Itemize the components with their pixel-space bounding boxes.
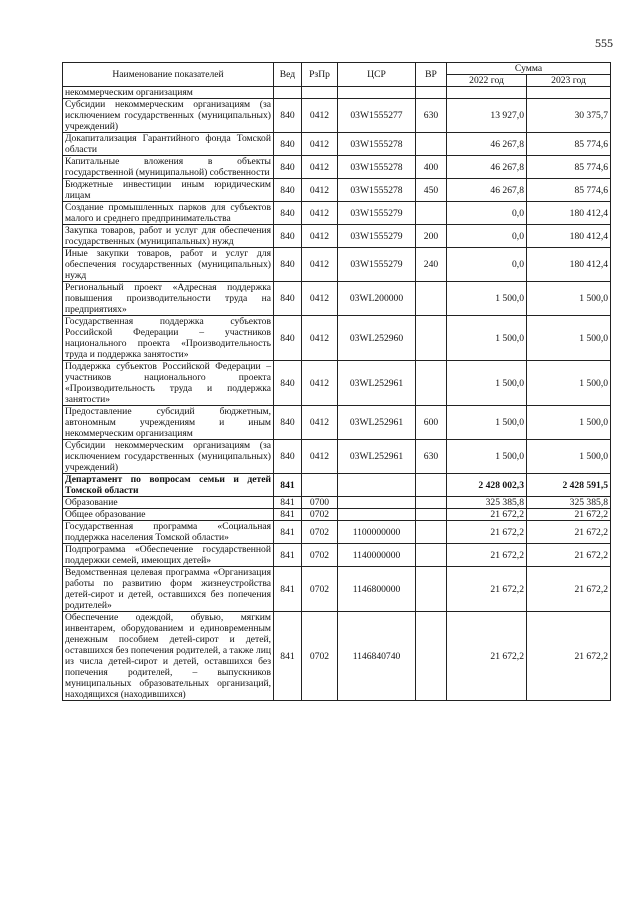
cell-y2023: 1 500,0 — [527, 316, 611, 361]
cell-y2022: 1 500,0 — [447, 361, 527, 406]
cell-y2023: 1 500,0 — [527, 440, 611, 474]
cell-csr — [338, 87, 416, 99]
cell-y2023: 85 774,6 — [527, 179, 611, 202]
col-2022-header: 2022 год — [447, 75, 527, 87]
cell-vr — [416, 521, 447, 544]
table-row — [63, 406, 611, 440]
cell-rzpr: 0412 — [302, 133, 338, 156]
cell-rzpr: 0702 — [302, 612, 338, 701]
cell-y2022: 1 500,0 — [447, 282, 527, 316]
cell-y2023: 85 774,6 — [527, 156, 611, 179]
cell-csr: 03WL252960 — [338, 316, 416, 361]
table-row — [63, 544, 611, 567]
cell-vr: 400 — [416, 156, 447, 179]
cell-vr — [416, 474, 447, 497]
cell-vr — [416, 612, 447, 701]
cell-vr — [416, 497, 447, 509]
table-row — [63, 440, 611, 474]
cell-ved: 840 — [274, 99, 302, 133]
cell-y2023: 180 412,4 — [527, 248, 611, 282]
table-row — [63, 361, 611, 406]
table-row — [63, 225, 611, 248]
cell-name: Докапитализация Гарантийного фонда Томской области — [63, 133, 274, 156]
cell-rzpr: 0412 — [302, 99, 338, 133]
cell-name: Государственная программа «Социальная поддержка населения Томской области» — [63, 521, 274, 544]
cell-y2022: 0,0 — [447, 202, 527, 225]
cell-name: Создание промышленных парков для субъектов малого и среднего предпринимательства — [63, 202, 274, 225]
cell-ved: 840 — [274, 156, 302, 179]
cell-y2023: 325 385,8 — [527, 497, 611, 509]
cell-name: Общее образование — [63, 509, 274, 521]
cell-y2023: 2 428 591,5 — [527, 474, 611, 497]
cell-name: Ведомственная целевая программа «Организация работы по развитию форм жизнеустройства детей-сирот и детей, оставшихся без попечения родителей» — [63, 567, 274, 612]
cell-y2023: 21 672,2 — [527, 521, 611, 544]
table-row — [63, 248, 611, 282]
cell-ved: 840 — [274, 225, 302, 248]
cell-vr — [416, 567, 447, 612]
cell-rzpr: 0412 — [302, 440, 338, 474]
cell-csr: 03W1555278 — [338, 156, 416, 179]
table-row — [63, 282, 611, 316]
table-row — [63, 612, 611, 701]
cell-ved: 840 — [274, 316, 302, 361]
cell-csr: 03WL252961 — [338, 440, 416, 474]
cell-y2023: 21 672,2 — [527, 612, 611, 701]
cell-y2022: 325 385,8 — [447, 497, 527, 509]
cell-ved — [274, 87, 302, 99]
cell-csr: 03W1555279 — [338, 202, 416, 225]
cell-y2023: 180 412,4 — [527, 202, 611, 225]
cell-csr — [338, 474, 416, 497]
cell-ved: 841 — [274, 474, 302, 497]
cell-name: Субсидии некоммерческим организациям (за исключением государственных (муниципальных) учреждений) — [63, 440, 274, 474]
table-row — [63, 202, 611, 225]
cell-name: Бюджетные инвестиции иным юридическим лицам — [63, 179, 274, 202]
cell-name: Государственная поддержка субъектов Российской Федерации – участников национального проекта «Производительность труда и поддержка занятости» — [63, 316, 274, 361]
cell-ved: 840 — [274, 282, 302, 316]
cell-name: Подпрограмма «Обеспечение государственной поддержки семей, имеющих детей» — [63, 544, 274, 567]
cell-vr — [416, 202, 447, 225]
cell-vr — [416, 361, 447, 406]
cell-csr: 1140000000 — [338, 544, 416, 567]
cell-ved: 840 — [274, 202, 302, 225]
cell-rzpr: 0412 — [302, 156, 338, 179]
cell-rzpr: 0702 — [302, 521, 338, 544]
cell-y2023: 1 500,0 — [527, 361, 611, 406]
cell-ved: 841 — [274, 497, 302, 509]
cell-name: Субсидии некоммерческим организациям (за исключением государственных (муниципальных) учреждений) — [63, 99, 274, 133]
cell-y2023: 21 672,2 — [527, 567, 611, 612]
cell-rzpr: 0412 — [302, 179, 338, 202]
cell-y2023: 30 375,7 — [527, 99, 611, 133]
table-row — [63, 474, 611, 497]
cell-y2022: 0,0 — [447, 248, 527, 282]
cell-name: Обеспечение одеждой, обувью, мягким инвентарем, оборудованием и единовременным денежным пособием детей-сирот и детей, оставшихся без попечения родителей, а также лиц из числа детей-сирот и детей, оставшихся без попечения родителей, – выпускников муниципальных образовательных организаций, находящихся (находившихся) — [63, 612, 274, 701]
cell-name: Поддержка субъектов Российской Федерации – участников национального проекта «Производительность труда и поддержка занятости» — [63, 361, 274, 406]
table-row — [63, 179, 611, 202]
cell-vr — [416, 133, 447, 156]
cell-y2023: 85 774,6 — [527, 133, 611, 156]
cell-y2023: 180 412,4 — [527, 225, 611, 248]
cell-csr: 03W1555279 — [338, 248, 416, 282]
cell-name: Департамент по вопросам семьи и детей Томской области — [63, 474, 274, 497]
cell-csr: 03W1555278 — [338, 179, 416, 202]
cell-rzpr — [302, 87, 338, 99]
cell-vr: 200 — [416, 225, 447, 248]
cell-vr — [416, 544, 447, 567]
cell-name: Иные закупки товаров, работ и услуг для обеспечения государственных (муниципальных) нужд — [63, 248, 274, 282]
cell-y2022: 1 500,0 — [447, 316, 527, 361]
cell-vr — [416, 87, 447, 99]
cell-vr — [416, 316, 447, 361]
cell-y2022: 0,0 — [447, 225, 527, 248]
cell-name: Предоставление субсидий бюджетным, автономным учреждениям и иным некоммерческим организациям — [63, 406, 274, 440]
page-number: 555 — [595, 36, 613, 50]
cell-y2022: 1 500,0 — [447, 406, 527, 440]
cell-rzpr: 0702 — [302, 509, 338, 521]
cell-ved: 840 — [274, 133, 302, 156]
cell-rzpr: 0412 — [302, 248, 338, 282]
cell-csr: 03W1555279 — [338, 225, 416, 248]
col-rzpr-header: РзПр — [302, 63, 338, 87]
cell-rzpr: 0412 — [302, 406, 338, 440]
cell-vr: 240 — [416, 248, 447, 282]
table-row — [63, 133, 611, 156]
cell-vr: 630 — [416, 440, 447, 474]
cell-rzpr: 0702 — [302, 567, 338, 612]
cell-vr — [416, 282, 447, 316]
cell-vr: 630 — [416, 99, 447, 133]
cell-name: Региональный проект «Адресная поддержка повышения производительности труда на предприятиях» — [63, 282, 274, 316]
cell-csr: 03WL252961 — [338, 361, 416, 406]
cell-name: некоммерческим организациям — [63, 87, 274, 99]
cell-csr: 03WL200000 — [338, 282, 416, 316]
cell-y2022: 21 672,2 — [447, 567, 527, 612]
cell-ved: 841 — [274, 509, 302, 521]
col-sum-header: Сумма — [447, 63, 611, 75]
cell-name: Капитальные вложения в объекты государственной (муниципальной) собственности — [63, 156, 274, 179]
table-body — [63, 87, 611, 701]
cell-name: Образование — [63, 497, 274, 509]
cell-ved: 840 — [274, 248, 302, 282]
cell-csr: 1100000000 — [338, 521, 416, 544]
cell-y2023: 1 500,0 — [527, 282, 611, 316]
cell-csr — [338, 509, 416, 521]
cell-ved: 840 — [274, 179, 302, 202]
cell-rzpr: 0412 — [302, 316, 338, 361]
cell-rzpr — [302, 474, 338, 497]
cell-vr: 450 — [416, 179, 447, 202]
cell-ved: 840 — [274, 361, 302, 406]
cell-y2022: 1 500,0 — [447, 440, 527, 474]
cell-y2023: 21 672,2 — [527, 544, 611, 567]
cell-csr — [338, 497, 416, 509]
cell-y2022: 21 672,2 — [447, 612, 527, 701]
cell-y2022: 21 672,2 — [447, 509, 527, 521]
cell-vr: 600 — [416, 406, 447, 440]
cell-rzpr: 0412 — [302, 202, 338, 225]
cell-ved: 840 — [274, 406, 302, 440]
cell-ved: 841 — [274, 567, 302, 612]
cell-y2023: 1 500,0 — [527, 406, 611, 440]
cell-rzpr: 0700 — [302, 497, 338, 509]
cell-y2022: 21 672,2 — [447, 521, 527, 544]
col-name-header: Наименование показателей — [63, 63, 274, 87]
cell-ved: 841 — [274, 544, 302, 567]
cell-csr: 1146840740 — [338, 612, 416, 701]
cell-rzpr: 0702 — [302, 544, 338, 567]
table-row — [63, 99, 611, 133]
cell-y2022: 46 267,8 — [447, 133, 527, 156]
cell-ved: 841 — [274, 612, 302, 701]
cell-ved: 841 — [274, 521, 302, 544]
cell-csr: 1146800000 — [338, 567, 416, 612]
col-2023-header: 2023 год — [527, 75, 611, 87]
cell-y2022: 13 927,0 — [447, 99, 527, 133]
budget-table — [62, 62, 611, 701]
cell-rzpr: 0412 — [302, 282, 338, 316]
cell-y2023 — [527, 87, 611, 99]
cell-y2022: 46 267,8 — [447, 179, 527, 202]
cell-name: Закупка товаров, работ и услуг для обеспечения государственных (муниципальных) нужд — [63, 225, 274, 248]
cell-ved: 840 — [274, 440, 302, 474]
cell-rzpr: 0412 — [302, 361, 338, 406]
table-header — [63, 63, 611, 87]
cell-y2022: 21 672,2 — [447, 544, 527, 567]
table-row — [63, 156, 611, 179]
cell-csr: 03WL252961 — [338, 406, 416, 440]
cell-y2022: 2 428 002,3 — [447, 474, 527, 497]
cell-y2022 — [447, 87, 527, 99]
table-row — [63, 87, 611, 99]
table-row — [63, 497, 611, 509]
cell-y2022: 46 267,8 — [447, 156, 527, 179]
cell-csr: 03W1555277 — [338, 99, 416, 133]
table-row — [63, 567, 611, 612]
col-ved-header: Вед — [274, 63, 302, 87]
cell-csr: 03W1555278 — [338, 133, 416, 156]
table-row — [63, 316, 611, 361]
col-vr-header: ВР — [416, 63, 447, 87]
cell-y2023: 21 672,2 — [527, 509, 611, 521]
col-csr-header: ЦСР — [338, 63, 416, 87]
cell-rzpr: 0412 — [302, 225, 338, 248]
cell-vr — [416, 509, 447, 521]
table-row — [63, 521, 611, 544]
table-row — [63, 509, 611, 521]
